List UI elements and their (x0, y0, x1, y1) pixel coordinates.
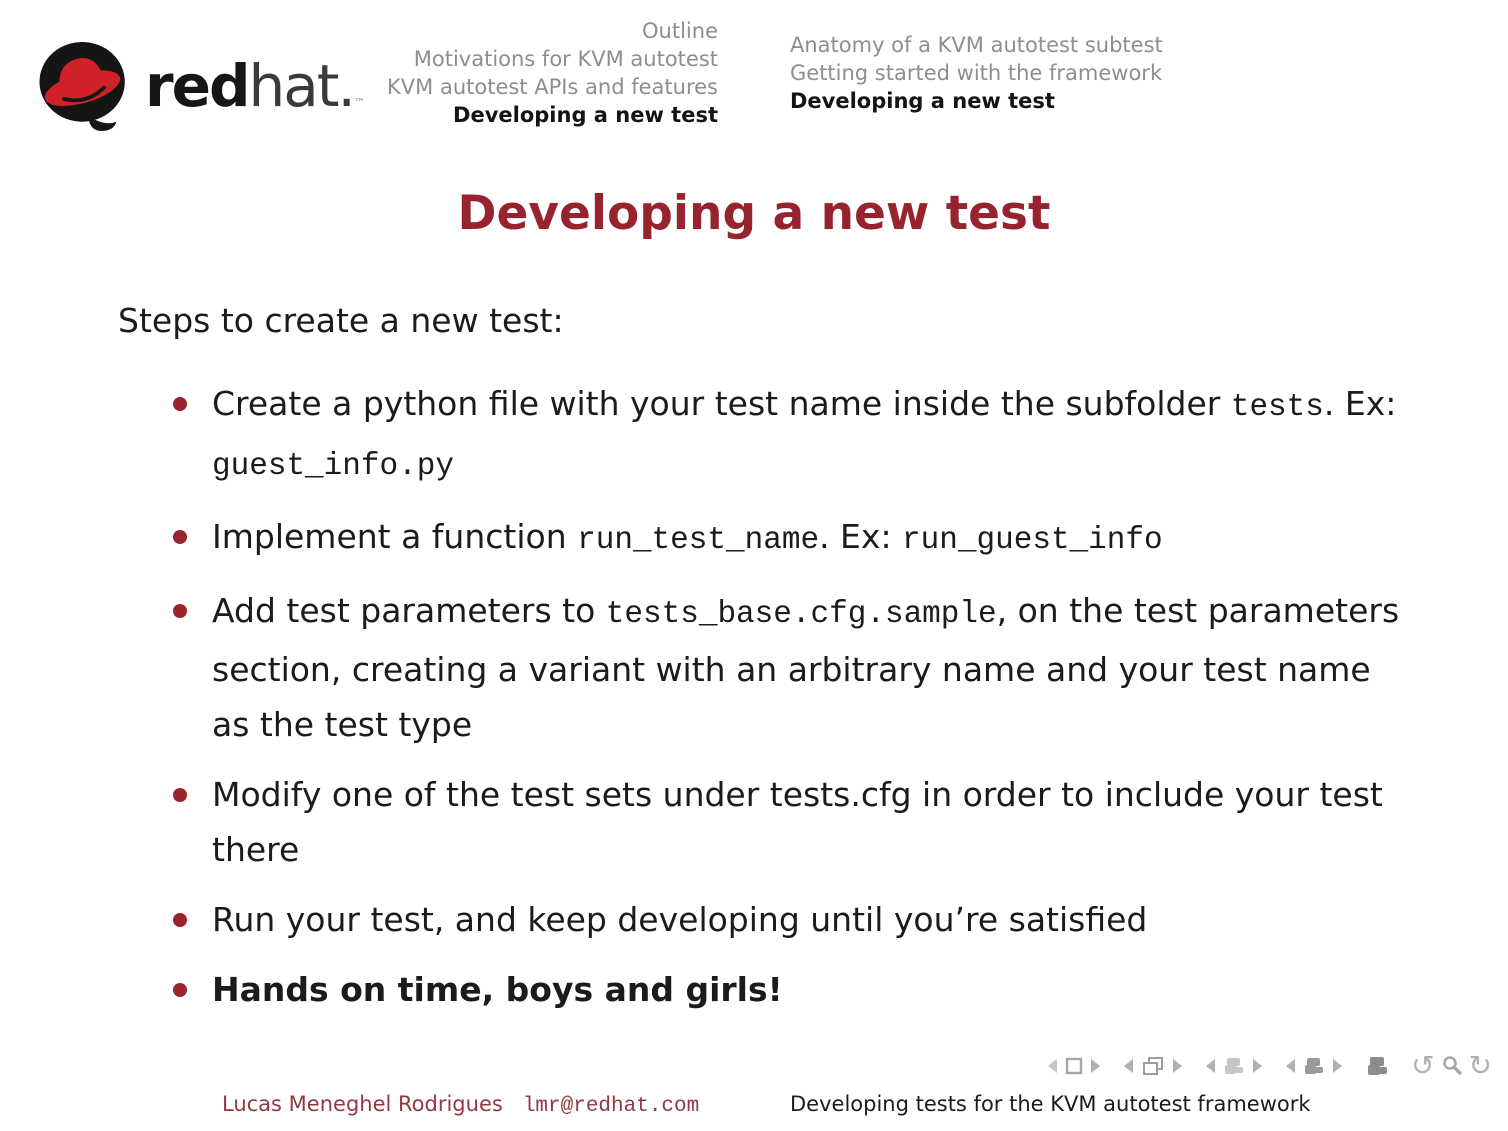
slide-icon[interactable] (1065, 1057, 1083, 1075)
section-nav-motivations[interactable]: Motivations for KVM autotest (413, 47, 718, 71)
appendix-icon[interactable] (1365, 1055, 1389, 1077)
bullet-implement-function (172, 509, 1404, 568)
subsection-nav-anatomy[interactable]: Anatomy of a KVM autotest subtest (790, 33, 1163, 57)
bullet-text: Add test parameters to (212, 591, 606, 630)
back-icon[interactable]: ↺ (1411, 1049, 1435, 1082)
subsection-nav-group (1205, 1056, 1263, 1076)
bullet-text: Modify one of the test sets under tests.cfg in order to include your test there (212, 775, 1383, 869)
bullet-hands-on-time (172, 962, 1404, 1017)
bullet-add-test-parameters (172, 583, 1404, 752)
next-section-icon[interactable] (1331, 1058, 1343, 1074)
prev-frame-icon[interactable] (1123, 1058, 1135, 1074)
section-nav-apis[interactable]: KVM autotest APIs and features (387, 75, 718, 99)
subsection-nav-getting-started[interactable]: Getting started with the framework (790, 61, 1163, 85)
author-name: Lucas Meneghel Rodrigues (222, 1092, 503, 1116)
bullet-code: run_guest_info (902, 523, 1163, 558)
next-frame-icon[interactable] (1171, 1058, 1183, 1074)
bullet-code: run_test_name (577, 523, 820, 558)
bullet-text: . Ex: (1323, 384, 1397, 423)
next-slide-icon[interactable] (1089, 1058, 1101, 1074)
bullet-code: tests (1230, 390, 1324, 425)
header-subsection-nav (790, 31, 1250, 115)
trademark-symbol: ™ (353, 96, 365, 109)
bullet-run-your-test (172, 892, 1404, 947)
bullet-text: Create a python file with your test name inside the subfolder (212, 384, 1231, 423)
bullet-text: Run your test, and keep developing until you’re satisfied (212, 900, 1148, 939)
section-nav-developing[interactable]: Developing a new test (453, 103, 718, 127)
prev-section-icon[interactable] (1285, 1058, 1297, 1074)
prev-subsection-icon[interactable] (1205, 1058, 1217, 1074)
bullet-code: guest_info.py (212, 449, 454, 484)
prev-slide-icon[interactable] (1047, 1058, 1059, 1074)
bullet-list (172, 376, 1404, 1032)
wordmark-red: red (145, 52, 249, 120)
author-email: lmr@redhat.com (522, 1095, 700, 1118)
bullet-text: Hands on time, boys and girls! (212, 970, 783, 1009)
find-icon[interactable] (1441, 1055, 1463, 1077)
footer-author-block (222, 1092, 699, 1118)
beamer-navigation-bar (1047, 1050, 1492, 1082)
header-section-nav (0, 17, 718, 129)
bullet-modify-test-sets (172, 767, 1404, 877)
frames-icon[interactable] (1141, 1056, 1165, 1076)
footer-presentation-title: Developing tests for the KVM autotest framework (790, 1092, 1311, 1116)
frame-nav-group (1123, 1056, 1183, 1076)
wordmark-hat: hat. (248, 52, 354, 120)
section-icon[interactable] (1303, 1056, 1325, 1076)
section-nav-group (1285, 1056, 1343, 1076)
subsection-nav-developing[interactable]: Developing a new test (790, 89, 1055, 113)
bullet-code: tests_base.cfg.sample (605, 597, 997, 632)
bullet-text: , on the test parameters section, creating a variant with an arbitrary name and your test name as the test type (212, 591, 1400, 744)
history-nav-group (1411, 1049, 1492, 1082)
page-title: Developing a new test (457, 186, 1051, 241)
slide-nav-group (1047, 1057, 1101, 1075)
next-subsection-icon[interactable] (1251, 1058, 1263, 1074)
section-nav-outline[interactable]: Outline (642, 19, 718, 43)
appendix-nav-group (1365, 1055, 1389, 1077)
bullet-text: Implement a function (212, 517, 578, 556)
subsection-icon[interactable] (1223, 1056, 1245, 1076)
bullet-text: . Ex: (819, 517, 903, 556)
bullet-create-python-file (172, 376, 1404, 494)
forward-icon[interactable]: ↻ (1468, 1049, 1492, 1082)
lead-text: Steps to create a new test: (118, 301, 564, 340)
